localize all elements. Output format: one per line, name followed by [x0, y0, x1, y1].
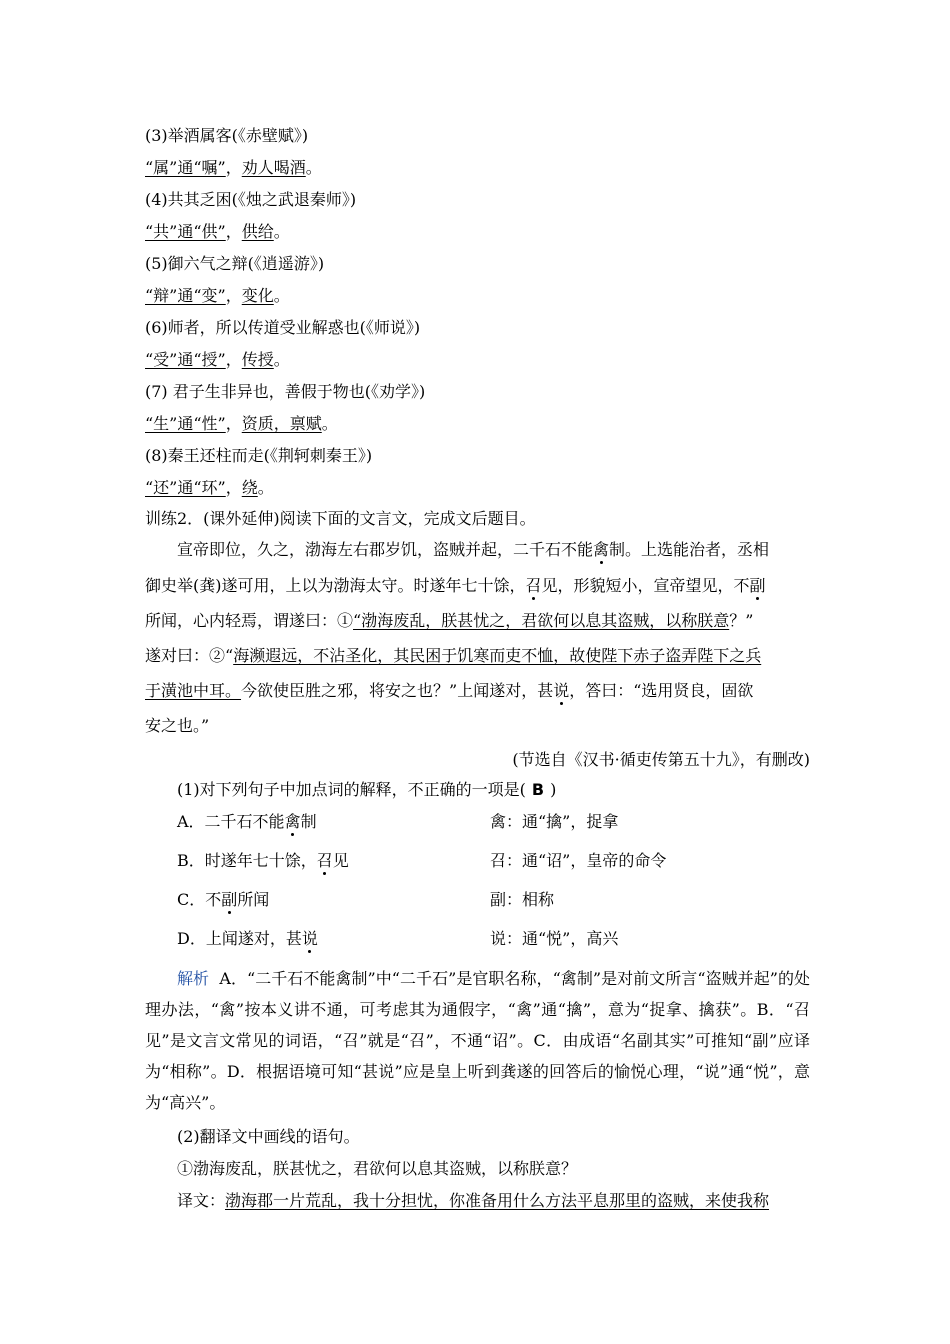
tongjia-note-3-b: 劝人喝酒: [241, 158, 306, 177]
text-run: ，答曰：“选用贤良，固欲: [569, 681, 754, 700]
tongjia-note-3: [145, 158, 322, 178]
tongjia-note-7-b: 资质，禀赋: [241, 414, 322, 433]
tongjia-note-4: [145, 222, 290, 242]
text-run: 见，形貌短小，宣帝望见，不: [541, 576, 750, 595]
separator: ，: [225, 286, 242, 305]
q2-stem: (2)翻译文中画线的语句。: [177, 1127, 360, 1146]
tongjia-sentence-5: (5)御六气之辩(《逍遥游》): [145, 254, 325, 273]
underlined-sentence-1: “渤海废乱，朕甚忧之，君欲何以息其盗贼，以称朕意: [353, 611, 730, 630]
dotted-char: 禽: [284, 812, 301, 831]
text-run: 御史举(龚)遂可用，上以为渤海太守。时遂年七十馀，: [145, 576, 526, 595]
underlined-sentence-2a: 海濒遐远，不沾圣化，其民困于饥寒而吏不恤，故使陛下赤子盗弄陛下之兵: [233, 646, 762, 665]
period: 。: [305, 158, 322, 177]
q2-item-1: ①渤海废乱，朕甚忧之，君欲何以息其盗贼，以称朕意？: [177, 1159, 578, 1178]
period: 。: [257, 478, 274, 497]
text-run: 制: [300, 812, 317, 831]
tongjia-note-4-a: “共”通“供”: [145, 222, 226, 241]
option-b-gloss: 召：通“诏”，皇帝的命令: [490, 851, 667, 870]
tongjia-note-6: [145, 350, 290, 370]
text-run: ？”: [729, 611, 754, 630]
passage-line-5: [145, 681, 753, 701]
text-run: 所闻: [237, 890, 270, 909]
q1-answer: B: [531, 780, 545, 799]
tongjia-sentence-6: (6)师者，所以传道受业解惑也(《师说》): [145, 318, 421, 337]
text-run: 见: [332, 851, 349, 870]
dotted-char-yue: 说: [553, 681, 570, 700]
tongjia-note-4-b: 供给: [241, 222, 274, 241]
text-run: A．二千石不能: [177, 812, 285, 831]
tongjia-note-8-b: 绕: [241, 478, 258, 497]
period: 。: [273, 350, 290, 369]
tongjia-note-3-a: “属”通“嘱”: [145, 158, 226, 177]
dotted-char: 说: [301, 929, 318, 948]
training-heading: 训练2．(课外延伸)阅读下面的文言文，完成文后题目。: [145, 509, 536, 528]
dotted-char-fu: 副: [749, 576, 766, 595]
dotted-char: 副: [221, 890, 238, 909]
tongjia-note-7-a: “生”通“性”: [145, 414, 226, 433]
underlined-sentence-2b: 于潢池中耳。: [145, 681, 242, 700]
tongjia-note-5: [145, 286, 290, 306]
text-run: D．上闻遂对，甚: [177, 929, 302, 948]
option-d-gloss: 说：通“悦”，高兴: [490, 929, 619, 948]
period: 。: [273, 286, 290, 305]
separator: ，: [225, 414, 242, 433]
separator: ，: [225, 478, 242, 497]
analysis-text: A．“二千石不能禽制”中“二千石”是官职名称，“禽制”是对前文所言“盗贼并起”的处理办法，“禽”按本义讲不通，可考虑其为通假字，“禽”通“擒”，意为“捉拿、擒获”。B．“召见”是文言文常见的词语，“召”就是“召”，不通“诏”。C．由成语“名副其实”可推知“副”应译为“相称”。D．根据语境可知“甚说”应是皇上听到龚遂的回答后的愉悦心理，“说”通“悦”，意为“高兴”。: [145, 969, 811, 1112]
text-run: B．时遂年七十馀，: [177, 851, 317, 870]
option-c-gloss: 副：相称: [490, 890, 555, 909]
separator: ，: [225, 350, 242, 369]
analysis-label: 解析: [177, 969, 210, 988]
text-run: ): [550, 780, 557, 799]
tongjia-sentence-4: (4)共其乏困(《烛之武退秦师》): [145, 190, 357, 209]
option-d: [177, 929, 318, 949]
tongjia-note-8-a: “还”通“环”: [145, 478, 226, 497]
text-run: C．不: [177, 890, 222, 909]
text-run: 宣帝即位，久之，渤海左右郡岁饥，盗贼并起，二千石不能: [177, 540, 594, 559]
passage-line-4: [145, 646, 761, 666]
period: 。: [273, 222, 290, 241]
text-run: 所闻，心内轻焉，谓遂曰：①: [145, 611, 354, 630]
dotted-char: 召: [316, 851, 333, 870]
passage-line-1: [177, 540, 769, 560]
tongjia-note-5-b: 变化: [241, 286, 274, 305]
tongjia-note-6-a: “受”通“授”: [145, 350, 226, 369]
option-c: [177, 890, 269, 910]
text-run: 遂对曰：②“: [145, 646, 234, 665]
separator: ，: [225, 222, 242, 241]
dotted-char-zhao: 召: [525, 576, 542, 595]
option-b: [177, 851, 349, 871]
tongjia-note-6-b: 传授: [241, 350, 274, 369]
passage-source: (节选自《汉书·循吏传第五十九》，有删改): [512, 750, 810, 769]
period: 。: [321, 414, 338, 433]
translation-text: 渤海郡一片荒乱，我十分担忧，你准备用什么方法平息那里的盗贼，来使我称: [225, 1191, 770, 1210]
tongjia-sentence-8: (8)秦王还柱而走(《荆轲刺秦王》): [145, 446, 373, 465]
separator: ，: [225, 158, 242, 177]
text-run: 制。上选能治者，丞相: [609, 540, 770, 559]
tongjia-sentence-7: (7) 君子生非异也，善假于物也(《劝学》): [145, 382, 426, 401]
option-a: [177, 812, 317, 832]
text-run: 今欲使臣胜之邪，将安之也？”上闻遂对，甚: [241, 681, 554, 700]
text-run: (1)对下列句子中加点词的解释，不正确的一项是(: [177, 780, 526, 799]
tongjia-note-5-a: “辩”通“变”: [145, 286, 226, 305]
tongjia-note-7: [145, 414, 338, 434]
passage-line-3: [145, 611, 753, 631]
option-a-gloss: 禽：通“擒”，捉拿: [490, 812, 619, 831]
translation-label: 译文：: [177, 1191, 226, 1210]
q1-stem: [177, 780, 556, 800]
tongjia-sentence-3: (3)举酒属客(《赤壁赋》): [145, 126, 309, 145]
dotted-char-qin: 禽: [593, 540, 610, 559]
analysis-paragraph: [145, 963, 810, 1118]
tongjia-note-8: [145, 478, 274, 498]
passage-line-2: [145, 576, 766, 596]
passage-line-6: 安之也。”: [145, 716, 210, 735]
q2-translation: [177, 1191, 769, 1211]
